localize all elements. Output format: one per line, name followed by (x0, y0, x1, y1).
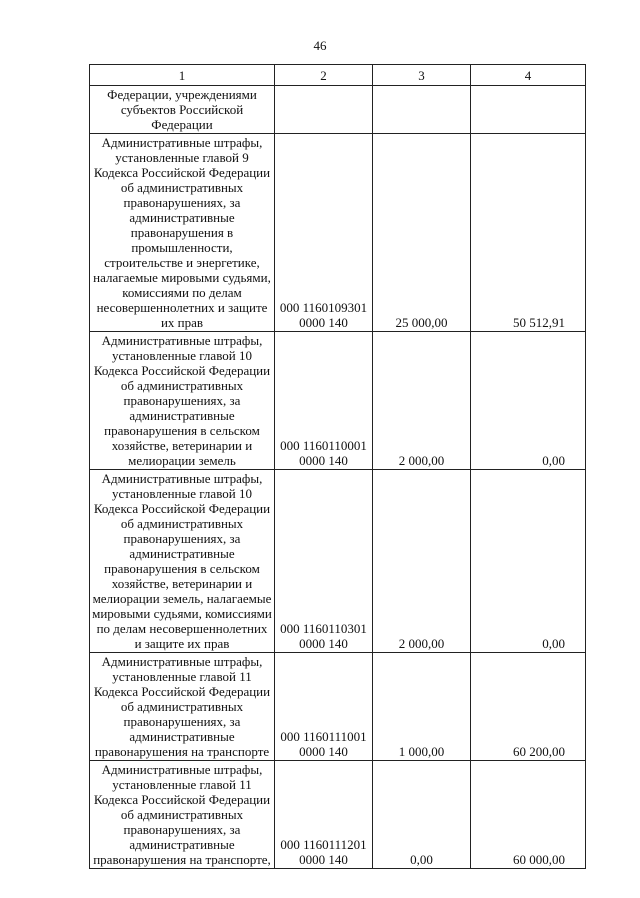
row-plan-cell: 2 000,00 (373, 470, 471, 653)
row-name-cell: Административные штрафы, установленные главой 11 Кодекса Российской Федерации об административных правонарушениях, за административные правонарушения на транспорте (90, 653, 275, 761)
row-plan-cell: 25 000,00 (373, 134, 471, 332)
row-code-cell: 000 1160111001 0000 140 (275, 653, 373, 761)
row-name-cell: Административные штрафы, установленные главой 10 Кодекса Российской Федерации об административных правонарушениях, за административные правонарушения в сельском хозяйстве, ветеринарии и мелиорации земель (90, 332, 275, 470)
column-number-3: 3 (373, 65, 471, 86)
page-number: 46 (313, 38, 327, 53)
row-fact-cell: 0,00 (471, 332, 586, 470)
row-name-cell: Административные штрафы, установленные главой 10 Кодекса Российской Федерации об административных правонарушениях, за административные правонарушения в сельском хозяйстве, ветеринарии и мелиорации земель, налагаемые мировыми судьями, комиссиями по делам несовершеннолетних и защите их прав (90, 470, 275, 653)
row-fact-cell (471, 86, 586, 134)
table-row (90, 470, 586, 653)
row-name-cell: Административные штрафы, установленные главой 9 Кодекса Российской Федерации об административных правонарушениях, за административные правонарушения в промышленности, строительстве и энергетике, налагаемые мировыми судьями, комиссиями по делам несовершеннолетних и защите их прав (90, 134, 275, 332)
row-fact-cell: 0,00 (471, 470, 586, 653)
row-plan-cell (373, 86, 471, 134)
row-plan-cell: 1 000,00 (373, 653, 471, 761)
row-fact-cell: 50 512,91 (471, 134, 586, 332)
row-code-cell: 000 1160110301 0000 140 (275, 470, 373, 653)
table-row (90, 653, 586, 761)
row-plan-cell: 0,00 (373, 761, 471, 869)
row-name-cell: Федерации, учреждениями субъектов Российской Федерации (90, 86, 275, 134)
row-code-cell: 000 1160109301 0000 140 (275, 134, 373, 332)
row-code-cell: 000 1160110001 0000 140 (275, 332, 373, 470)
row-fact-cell: 60 200,00 (471, 653, 586, 761)
column-number-4: 4 (471, 65, 586, 86)
row-code-cell (275, 86, 373, 134)
column-number-2: 2 (275, 65, 373, 86)
column-number-1: 1 (90, 65, 275, 86)
table-header-row (90, 65, 586, 86)
row-plan-cell: 2 000,00 (373, 332, 471, 470)
table-row (90, 761, 586, 869)
row-code-cell: 000 1160111201 0000 140 (275, 761, 373, 869)
table-row (90, 134, 586, 332)
row-fact-cell: 60 000,00 (471, 761, 586, 869)
table-row (90, 86, 586, 134)
revenue-table (89, 64, 586, 869)
row-name-cell: Административные штрафы, установленные главой 11 Кодекса Российской Федерации об административных правонарушениях, за административные правонарушения на транспорте, (90, 761, 275, 869)
table-row (90, 332, 586, 470)
